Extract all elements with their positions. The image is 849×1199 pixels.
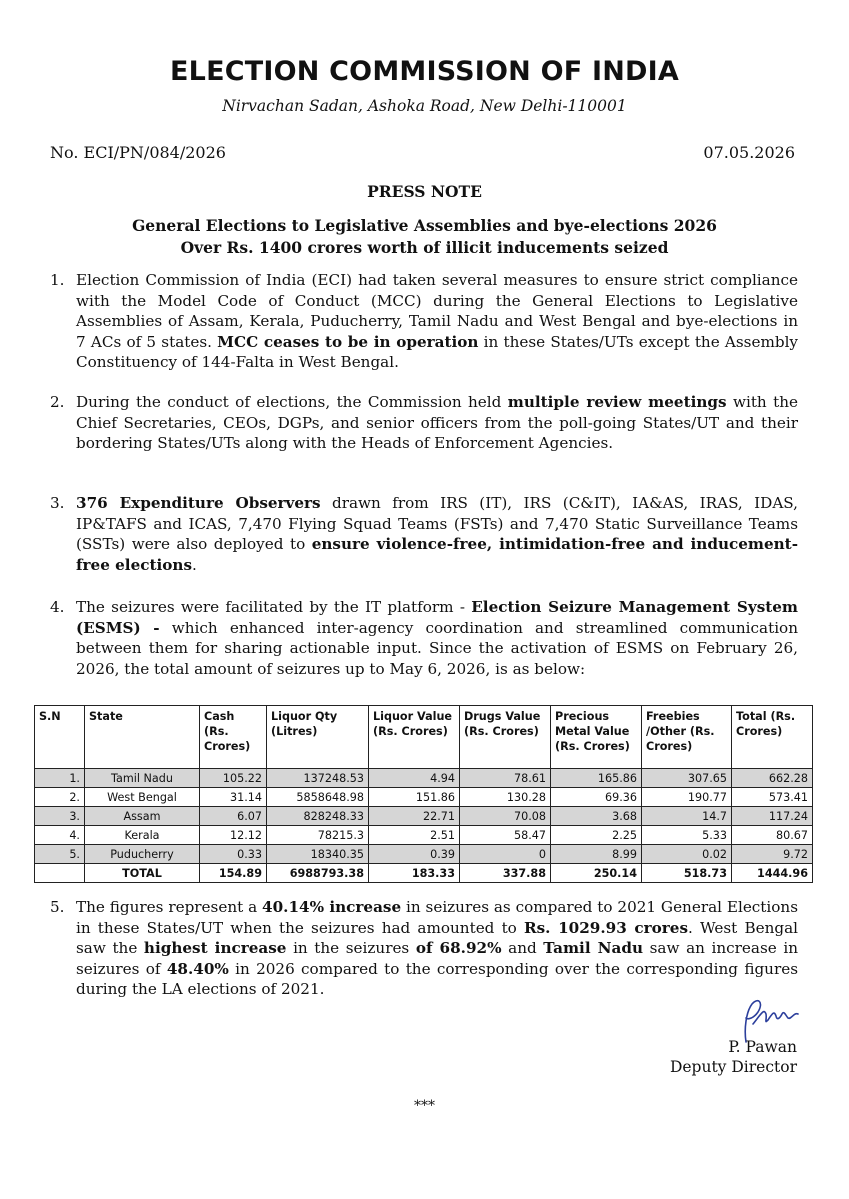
table-total-row bbox=[35, 864, 813, 883]
cell-total-drugs-value: 337.88 bbox=[460, 864, 551, 883]
paragraph-3 bbox=[50, 493, 798, 575]
cell-total-precious-metal: 250.14 bbox=[551, 864, 642, 883]
paragraph-text bbox=[76, 597, 798, 679]
cell-total: 573.41 bbox=[732, 788, 813, 807]
cell-freebies: 14.7 bbox=[642, 807, 732, 826]
paragraph-run: with the Chief Secretaries, CEOs, DGPs, and senior officers from the poll-going States/UT and their bordering States/UTs along with the Heads of Enforcement Agencies. bbox=[76, 393, 798, 453]
paragraph-1 bbox=[50, 270, 798, 373]
column-header-state: State bbox=[85, 706, 200, 769]
paragraph-run: The seizures were facilitated by the IT platform - bbox=[76, 598, 472, 616]
cell-state: Tamil Nadu bbox=[85, 769, 200, 788]
emphasized-text: Tamil Nadu bbox=[543, 939, 644, 958]
column-header-sn: S.N bbox=[35, 706, 85, 769]
cell-liquor-qty: 18340.35 bbox=[267, 845, 369, 864]
emphasized-text: ensure violence-free, intimidation-free and inducement-free elections bbox=[76, 535, 799, 574]
paragraph-run: which enhanced inter-agency coordination and streamlined communication between them for sharing actionable input. Since the activation of ESMS on February 26, 2026, the total amount of seizures up to May 6, 2026, is as below: bbox=[76, 618, 798, 678]
cell-precious-metal: 3.68 bbox=[551, 807, 642, 826]
table-header-row bbox=[35, 706, 813, 769]
emphasized-text: Rs. 1029.93 crores bbox=[524, 918, 689, 937]
table-row bbox=[35, 845, 813, 864]
cell-precious-metal: 165.86 bbox=[551, 769, 642, 788]
cell-state: Puducherry bbox=[85, 845, 200, 864]
emphasized-text: 40.14% increase bbox=[262, 898, 402, 916]
cell-cash: 105.22 bbox=[200, 769, 267, 788]
paragraph-text bbox=[76, 897, 798, 1000]
organization-address: Nirvachan Sadan, Ashoka Road, New Delhi-110001 bbox=[222, 97, 627, 115]
paragraph-2 bbox=[50, 392, 798, 454]
cell-liquor-qty: 78215.3 bbox=[267, 826, 369, 845]
cell-cash: 31.14 bbox=[200, 788, 267, 807]
paragraph-text bbox=[76, 270, 798, 373]
cell-total: 80.67 bbox=[732, 826, 813, 845]
cell-drugs-value: 78.61 bbox=[460, 769, 551, 788]
press-note-heading: PRESS NOTE bbox=[367, 182, 482, 201]
seizures-table bbox=[34, 705, 813, 883]
cell-liquor-qty: 5858648.98 bbox=[267, 788, 369, 807]
emphasized-text: MCC ceases to be in operation bbox=[217, 332, 479, 351]
paragraph-number: 3. bbox=[50, 494, 65, 512]
cell-cash: 0.33 bbox=[200, 845, 267, 864]
cell-precious-metal: 69.36 bbox=[551, 788, 642, 807]
cell-freebies: 0.02 bbox=[642, 845, 732, 864]
cell-state: Assam bbox=[85, 807, 200, 826]
paragraph-run: drawn from IRS (IT), IRS (C&IT), IA&AS, IRAS, IDAS, IP&TAFS and ICAS, 7,470 Flying Squad Teams (FSTs) and 7,470 Static Surveillance Teams (SSTs) were also deployed to bbox=[76, 494, 798, 554]
cell-total-cash: 154.89 bbox=[200, 864, 267, 883]
emphasized-text: multiple review meetings bbox=[507, 393, 727, 411]
column-header-drugs-value: Drugs Value (Rs. Crores) bbox=[460, 706, 551, 769]
cell-liquor-value: 151.86 bbox=[369, 788, 460, 807]
paragraph-number: 2. bbox=[50, 393, 65, 411]
paragraph-run: The figures represent a bbox=[76, 898, 263, 916]
cell-liquor-value: 4.94 bbox=[369, 769, 460, 788]
cell-total-liquor-qty: 6988793.38 bbox=[267, 864, 369, 883]
paragraph-run: saw an increase in seizures of bbox=[76, 939, 798, 978]
table-row bbox=[35, 788, 813, 807]
cell-sn: 2. bbox=[35, 788, 85, 807]
emphasized-text: 376 Expenditure Observers bbox=[76, 494, 321, 512]
paragraph-run: in the seizures bbox=[286, 939, 416, 958]
cell-freebies: 307.65 bbox=[642, 769, 732, 788]
paragraph-run: Election Commission of India (ECI) had taken several measures to ensure strict compliance with the Model Code of Conduct (MCC) during the General Elections to Legislative Assemblies of Assam, Kerala, Puducherry, Tamil Nadu and West Bengal and bye-elections in 7 ACs of 5 states. bbox=[76, 271, 798, 351]
cell-precious-metal: 2.25 bbox=[551, 826, 642, 845]
cell-total-total: 1444.96 bbox=[732, 864, 813, 883]
paragraph-number: 5. bbox=[50, 898, 65, 916]
organization-title: ELECTION COMMISSION OF INDIA bbox=[170, 56, 679, 87]
cell-total-freebies: 518.73 bbox=[642, 864, 732, 883]
signatory-name: P. Pawan bbox=[728, 1038, 797, 1056]
press-note-date: 07.05.2026 bbox=[703, 143, 795, 162]
cell-state: Kerala bbox=[85, 826, 200, 845]
paragraph-run: and bbox=[501, 939, 544, 958]
subject-line-2: Over Rs. 1400 crores worth of illicit inducements seized bbox=[180, 238, 669, 257]
end-mark: *** bbox=[414, 1098, 435, 1114]
cell-freebies: 5.33 bbox=[642, 826, 732, 845]
column-header-precious-metal: Precious Metal Value (Rs. Crores) bbox=[551, 706, 642, 769]
paragraph-number: 4. bbox=[50, 598, 65, 616]
emphasized-text: of 68.92% bbox=[415, 939, 502, 958]
paragraph-run: During the conduct of elections, the Commission held bbox=[76, 393, 508, 411]
paragraph-run: in seizures as compared to 2021 General Elections in these States/UT when the seizures had amounted to bbox=[76, 898, 798, 937]
cell-total-label: TOTAL bbox=[85, 864, 200, 883]
cell-drugs-value: 70.08 bbox=[460, 807, 551, 826]
paragraph-run: in these States/UTs except the Assembly Constituency of 144-Falta in West Bengal. bbox=[76, 332, 799, 372]
cell-precious-metal: 8.99 bbox=[551, 845, 642, 864]
cell-total: 9.72 bbox=[732, 845, 813, 864]
column-header-freebies: Freebies /Other (Rs. Crores) bbox=[642, 706, 732, 769]
cell-cash: 12.12 bbox=[200, 826, 267, 845]
cell-liquor-value: 22.71 bbox=[369, 807, 460, 826]
paragraph-run: . bbox=[192, 555, 197, 574]
cell-cash: 6.07 bbox=[200, 807, 267, 826]
cell-freebies: 190.77 bbox=[642, 788, 732, 807]
table-row bbox=[35, 807, 813, 826]
cell-total: 662.28 bbox=[732, 769, 813, 788]
reference-number: No. ECI/PN/084/2026 bbox=[50, 143, 226, 162]
paragraph-text bbox=[76, 493, 798, 575]
cell-liquor-qty: 828248.33 bbox=[267, 807, 369, 826]
cell-drugs-value: 0 bbox=[460, 845, 551, 864]
table-row bbox=[35, 826, 813, 845]
cell-sn: 5. bbox=[35, 845, 85, 864]
column-header-cash: Cash (Rs. Crores) bbox=[200, 706, 267, 769]
cell-state: West Bengal bbox=[85, 788, 200, 807]
emphasized-text: Election Seizure Management System (ESMS) - bbox=[76, 598, 799, 637]
paragraph-text bbox=[76, 392, 798, 454]
cell-liquor-value: 0.39 bbox=[369, 845, 460, 864]
cell-liquor-value: 2.51 bbox=[369, 826, 460, 845]
paragraph-run: in 2026 compared to the corresponding over the corresponding figures during the LA elections of 2021. bbox=[76, 959, 798, 999]
paragraph-4 bbox=[50, 597, 798, 679]
cell-sn: 1. bbox=[35, 769, 85, 788]
emphasized-text: highest increase bbox=[143, 939, 287, 958]
column-header-total: Total (Rs. Crores) bbox=[732, 706, 813, 769]
paragraph-5 bbox=[50, 897, 798, 1000]
column-header-liquor-value: Liquor Value (Rs. Crores) bbox=[369, 706, 460, 769]
cell-sn: 4. bbox=[35, 826, 85, 845]
cell-total-liquor-value: 183.33 bbox=[369, 864, 460, 883]
paragraph-number: 1. bbox=[50, 271, 65, 289]
paragraph-run: . West Bengal saw the bbox=[76, 918, 799, 958]
cell-drugs-value: 130.28 bbox=[460, 788, 551, 807]
subject-line-1: General Elections to Legislative Assemblies and bye-elections 2026 bbox=[132, 216, 717, 235]
cell-total: 117.24 bbox=[732, 807, 813, 826]
column-header-liquor-qty: Liquor Qty (Litres) bbox=[267, 706, 369, 769]
cell-sn: 3. bbox=[35, 807, 85, 826]
table-row bbox=[35, 769, 813, 788]
cell-liquor-qty: 137248.53 bbox=[267, 769, 369, 788]
cell-blank bbox=[35, 864, 85, 883]
signatory-designation: Deputy Director bbox=[669, 1058, 797, 1076]
emphasized-text: 48.40% bbox=[166, 959, 229, 978]
cell-drugs-value: 58.47 bbox=[460, 826, 551, 845]
